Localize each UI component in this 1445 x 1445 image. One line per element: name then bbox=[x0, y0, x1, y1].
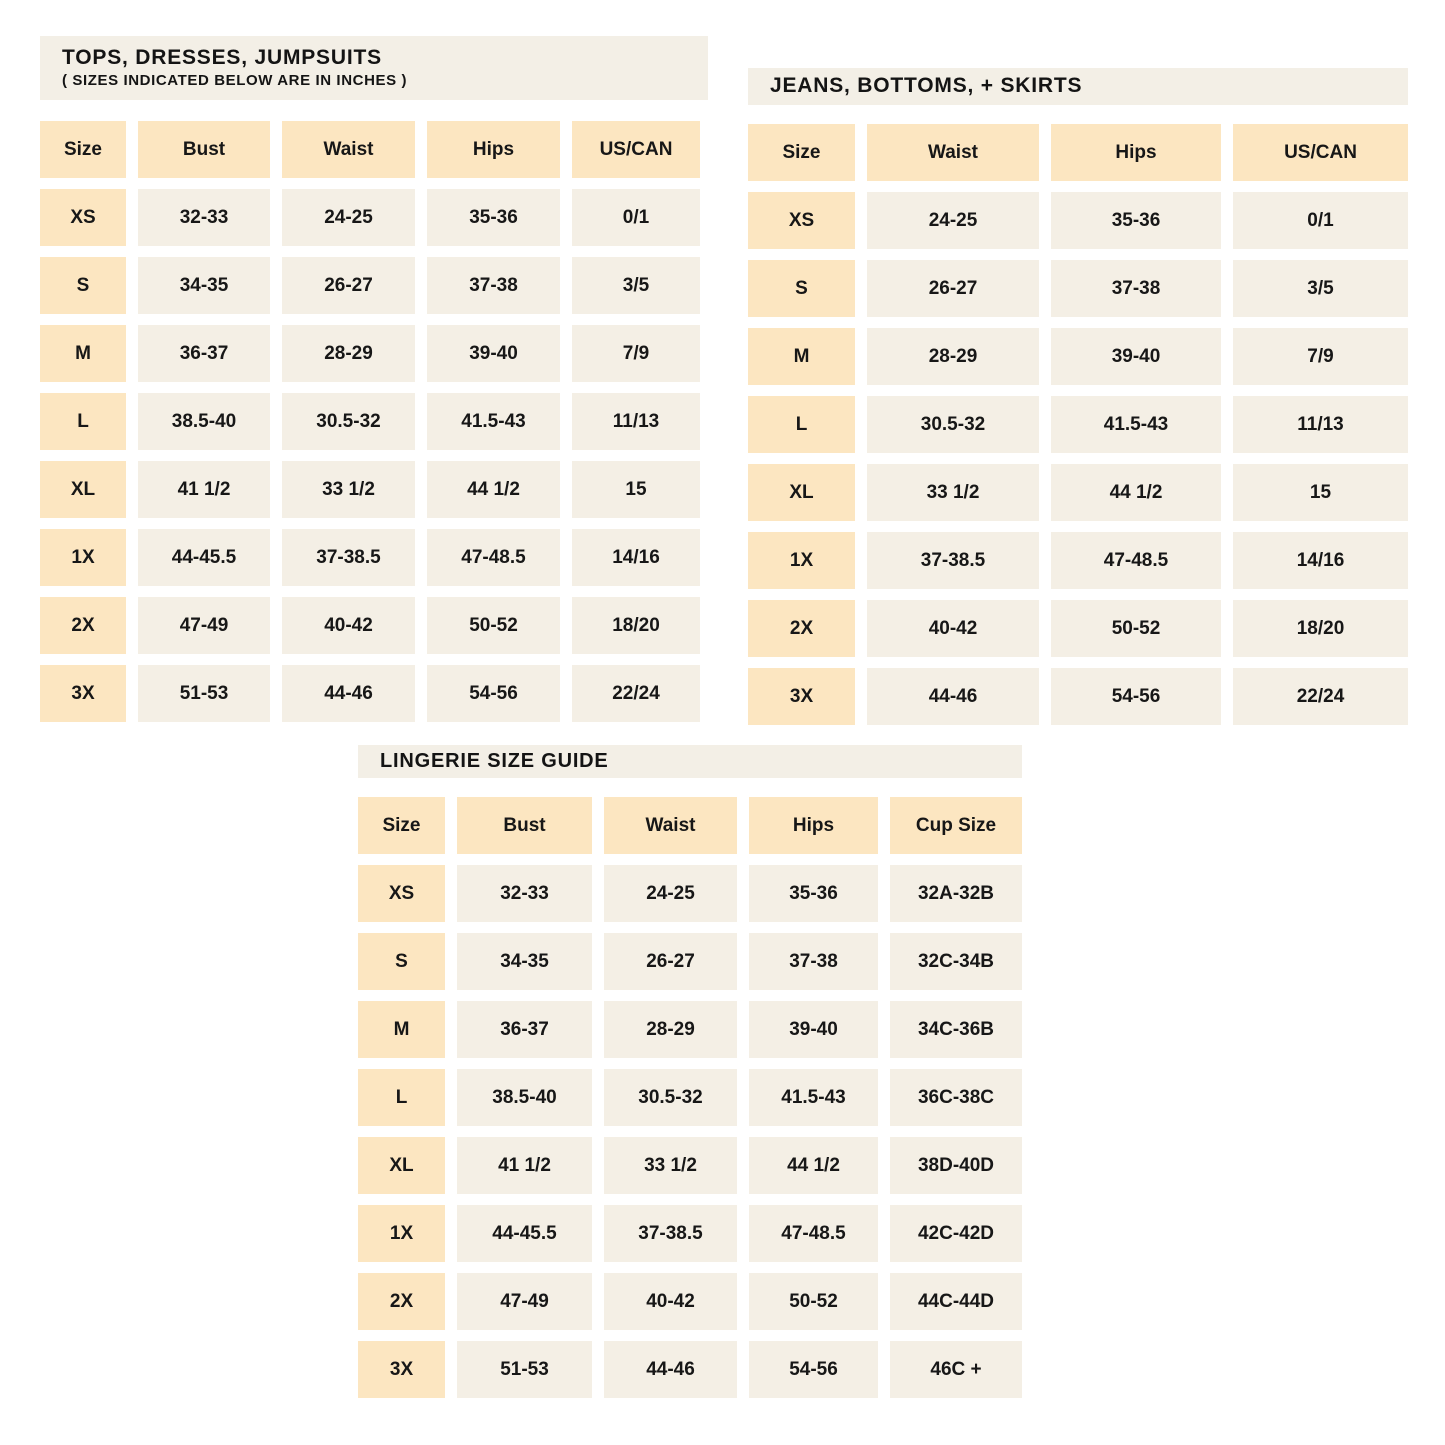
measurement-cell: 44C-44D bbox=[890, 1273, 1022, 1330]
column-header: Waist bbox=[604, 797, 737, 854]
measurement-cell: 44-45.5 bbox=[457, 1205, 592, 1262]
size-label-cell: XS bbox=[358, 865, 445, 922]
column-header: Hips bbox=[427, 121, 560, 178]
measurement-cell: 37-38 bbox=[749, 933, 878, 990]
measurement-cell: 36-37 bbox=[457, 1001, 592, 1058]
measurement-cell: 44-46 bbox=[867, 668, 1039, 725]
measurement-cell: 32A-32B bbox=[890, 865, 1022, 922]
measurement-cell: 47-48.5 bbox=[427, 529, 560, 586]
jeans-bottoms-skirts-table bbox=[748, 68, 1408, 725]
measurement-cell: 0/1 bbox=[572, 189, 700, 246]
size-label-cell: 1X bbox=[40, 529, 126, 586]
size-label-cell: 3X bbox=[748, 668, 855, 725]
size-label-cell: 1X bbox=[358, 1205, 445, 1262]
measurement-cell: 44-46 bbox=[604, 1341, 737, 1398]
column-header: Waist bbox=[867, 124, 1039, 181]
measurement-cell: 33 1/2 bbox=[604, 1137, 737, 1194]
size-label-cell: 1X bbox=[748, 532, 855, 589]
measurement-cell: 32-33 bbox=[138, 189, 270, 246]
measurement-cell: 18/20 bbox=[572, 597, 700, 654]
size-label-cell: M bbox=[40, 325, 126, 382]
column-header: Hips bbox=[749, 797, 878, 854]
jeans-table-grid bbox=[748, 124, 1408, 725]
measurement-cell: 39-40 bbox=[749, 1001, 878, 1058]
measurement-cell: 50-52 bbox=[1051, 600, 1221, 657]
measurement-cell: 7/9 bbox=[572, 325, 700, 382]
measurement-cell: 41.5-43 bbox=[1051, 396, 1221, 453]
tops-dresses-jumpsuits-table bbox=[40, 36, 708, 722]
column-header: Hips bbox=[1051, 124, 1221, 181]
measurement-cell: 40-42 bbox=[867, 600, 1039, 657]
measurement-cell: 37-38 bbox=[427, 257, 560, 314]
measurement-cell: 18/20 bbox=[1233, 600, 1408, 657]
column-header: Cup Size bbox=[890, 797, 1022, 854]
measurement-cell: 15 bbox=[572, 461, 700, 518]
measurement-cell: 51-53 bbox=[457, 1341, 592, 1398]
measurement-cell: 44 1/2 bbox=[427, 461, 560, 518]
measurement-cell: 36-37 bbox=[138, 325, 270, 382]
measurement-cell: 22/24 bbox=[1233, 668, 1408, 725]
measurement-cell: 26-27 bbox=[604, 933, 737, 990]
size-label-cell: M bbox=[748, 328, 855, 385]
measurement-cell: 54-56 bbox=[1051, 668, 1221, 725]
measurement-cell: 41 1/2 bbox=[138, 461, 270, 518]
measurement-cell: 54-56 bbox=[427, 665, 560, 722]
measurement-cell: 44-45.5 bbox=[138, 529, 270, 586]
size-label-cell: XS bbox=[40, 189, 126, 246]
measurement-cell: 38D-40D bbox=[890, 1137, 1022, 1194]
column-header: US/CAN bbox=[572, 121, 700, 178]
tops-table-title-bar bbox=[40, 36, 708, 100]
measurement-cell: 41 1/2 bbox=[457, 1137, 592, 1194]
measurement-cell: 26-27 bbox=[282, 257, 415, 314]
measurement-cell: 24-25 bbox=[282, 189, 415, 246]
measurement-cell: 44 1/2 bbox=[1051, 464, 1221, 521]
measurement-cell: 14/16 bbox=[572, 529, 700, 586]
measurement-cell: 35-36 bbox=[1051, 192, 1221, 249]
measurement-cell: 47-49 bbox=[138, 597, 270, 654]
measurement-cell: 41.5-43 bbox=[427, 393, 560, 450]
measurement-cell: 41.5-43 bbox=[749, 1069, 878, 1126]
measurement-cell: 34-35 bbox=[138, 257, 270, 314]
measurement-cell: 37-38.5 bbox=[282, 529, 415, 586]
size-label-cell: XS bbox=[748, 192, 855, 249]
column-header-size: Size bbox=[358, 797, 445, 854]
measurement-cell: 37-38.5 bbox=[604, 1205, 737, 1262]
measurement-cell: 36C-38C bbox=[890, 1069, 1022, 1126]
measurement-cell: 28-29 bbox=[282, 325, 415, 382]
size-label-cell: L bbox=[748, 396, 855, 453]
measurement-cell: 34C-36B bbox=[890, 1001, 1022, 1058]
measurement-cell: 47-49 bbox=[457, 1273, 592, 1330]
lingerie-table-grid bbox=[358, 797, 1022, 1398]
measurement-cell: 30.5-32 bbox=[282, 393, 415, 450]
measurement-cell: 38.5-40 bbox=[457, 1069, 592, 1126]
column-header-size: Size bbox=[748, 124, 855, 181]
column-header-size: Size bbox=[40, 121, 126, 178]
measurement-cell: 11/13 bbox=[1233, 396, 1408, 453]
measurement-cell: 3/5 bbox=[572, 257, 700, 314]
measurement-cell: 54-56 bbox=[749, 1341, 878, 1398]
measurement-cell: 37-38.5 bbox=[867, 532, 1039, 589]
lingerie-size-guide-table bbox=[358, 745, 1022, 1398]
measurement-cell: 32C-34B bbox=[890, 933, 1022, 990]
size-label-cell: M bbox=[358, 1001, 445, 1058]
tops-table-title: TOPS, DRESSES, JUMPSUITS bbox=[62, 46, 382, 70]
measurement-cell: 40-42 bbox=[604, 1273, 737, 1330]
size-label-cell: 3X bbox=[358, 1341, 445, 1398]
measurement-cell: 34-35 bbox=[457, 933, 592, 990]
measurement-cell: 50-52 bbox=[749, 1273, 878, 1330]
measurement-cell: 42C-42D bbox=[890, 1205, 1022, 1262]
measurement-cell: 33 1/2 bbox=[282, 461, 415, 518]
measurement-cell: 7/9 bbox=[1233, 328, 1408, 385]
measurement-cell: 51-53 bbox=[138, 665, 270, 722]
size-label-cell: L bbox=[358, 1069, 445, 1126]
tops-table-subtitle: ( SIZES INDICATED BELOW ARE IN INCHES ) bbox=[62, 72, 408, 90]
measurement-cell: 38.5-40 bbox=[138, 393, 270, 450]
size-label-cell: 3X bbox=[40, 665, 126, 722]
measurement-cell: 40-42 bbox=[282, 597, 415, 654]
measurement-cell: 44-46 bbox=[282, 665, 415, 722]
measurement-cell: 33 1/2 bbox=[867, 464, 1039, 521]
measurement-cell: 24-25 bbox=[604, 865, 737, 922]
measurement-cell: 30.5-32 bbox=[604, 1069, 737, 1126]
measurement-cell: 28-29 bbox=[604, 1001, 737, 1058]
size-label-cell: 2X bbox=[40, 597, 126, 654]
size-label-cell: XL bbox=[358, 1137, 445, 1194]
measurement-cell: 28-29 bbox=[867, 328, 1039, 385]
measurement-cell: 47-48.5 bbox=[749, 1205, 878, 1262]
size-label-cell: XL bbox=[40, 461, 126, 518]
measurement-cell: 35-36 bbox=[427, 189, 560, 246]
measurement-cell: 35-36 bbox=[749, 865, 878, 922]
column-header: Waist bbox=[282, 121, 415, 178]
column-header: Bust bbox=[138, 121, 270, 178]
measurement-cell: 11/13 bbox=[572, 393, 700, 450]
lingerie-table-title: LINGERIE SIZE GUIDE bbox=[380, 750, 609, 772]
measurement-cell: 0/1 bbox=[1233, 192, 1408, 249]
column-header: US/CAN bbox=[1233, 124, 1408, 181]
measurement-cell: 39-40 bbox=[427, 325, 560, 382]
size-label-cell: 2X bbox=[748, 600, 855, 657]
measurement-cell: 24-25 bbox=[867, 192, 1039, 249]
measurement-cell: 46C + bbox=[890, 1341, 1022, 1398]
measurement-cell: 22/24 bbox=[572, 665, 700, 722]
measurement-cell: 15 bbox=[1233, 464, 1408, 521]
measurement-cell: 50-52 bbox=[427, 597, 560, 654]
measurement-cell: 3/5 bbox=[1233, 260, 1408, 317]
tops-table-grid bbox=[40, 121, 708, 722]
size-label-cell: L bbox=[40, 393, 126, 450]
measurement-cell: 26-27 bbox=[867, 260, 1039, 317]
measurement-cell: 32-33 bbox=[457, 865, 592, 922]
jeans-table-title: JEANS, BOTTOMS, + SKIRTS bbox=[770, 74, 1083, 98]
column-header: Bust bbox=[457, 797, 592, 854]
jeans-table-title-bar bbox=[748, 68, 1408, 105]
size-label-cell: S bbox=[40, 257, 126, 314]
size-label-cell: XL bbox=[748, 464, 855, 521]
measurement-cell: 30.5-32 bbox=[867, 396, 1039, 453]
measurement-cell: 47-48.5 bbox=[1051, 532, 1221, 589]
measurement-cell: 39-40 bbox=[1051, 328, 1221, 385]
size-label-cell: S bbox=[358, 933, 445, 990]
size-label-cell: S bbox=[748, 260, 855, 317]
lingerie-table-title-bar bbox=[358, 745, 1022, 778]
size-label-cell: 2X bbox=[358, 1273, 445, 1330]
measurement-cell: 14/16 bbox=[1233, 532, 1408, 589]
measurement-cell: 44 1/2 bbox=[749, 1137, 878, 1194]
measurement-cell: 37-38 bbox=[1051, 260, 1221, 317]
